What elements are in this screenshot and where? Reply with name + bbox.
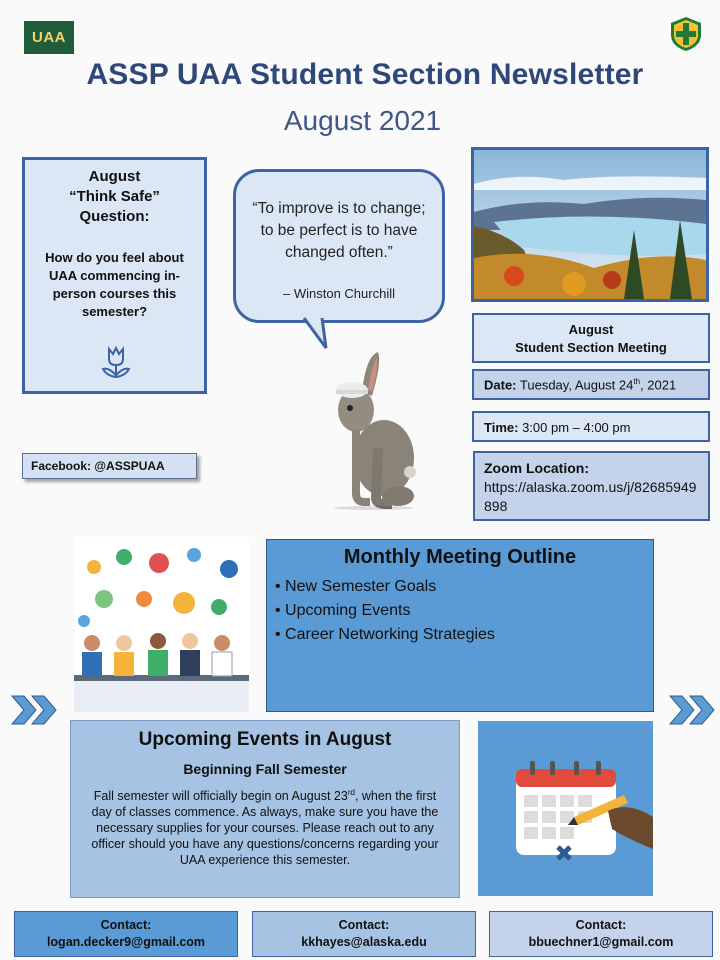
landscape-photo	[471, 147, 709, 302]
outline-item: • Upcoming Events	[275, 599, 645, 623]
question-heading-line2: “Think Safe”	[69, 188, 160, 205]
contact-label: Contact:	[575, 918, 627, 932]
upcoming-events-box	[70, 720, 460, 898]
question-body: How do you feel about UAA commencing in-person courses this semester?	[45, 250, 184, 319]
events-body	[83, 785, 447, 868]
zoom-link[interactable]: https://alaska.zoom.us/j/82685949898	[484, 479, 697, 514]
meeting-date	[472, 369, 710, 400]
question-heading	[31, 167, 198, 227]
question-heading-line1: August	[88, 168, 141, 185]
date-value: Tuesday, August 24	[519, 377, 634, 393]
contact-card	[14, 911, 238, 957]
outline-title: Monthly Meeting Outline	[343, 546, 577, 568]
events-body-part2: , when the first day of classes commence. As always, make sure you have the necessary supplies for your courses. Please reach out to any officer should you have any questions/concerns regarding your UAA experience this semester.	[91, 789, 439, 868]
date-suffix: th	[633, 377, 641, 386]
student-section-meeting-heading	[472, 313, 710, 363]
newsletter-title: ASSP UAA Student Section Newsletter	[86, 58, 644, 91]
outline-item: • Career Networking Strategies	[275, 623, 645, 647]
outline-list	[275, 575, 645, 647]
time-value: 3:00 pm – 4:00 pm	[522, 420, 631, 435]
meeting-heading-line2: Student Section Meeting	[515, 340, 667, 355]
assp-shield-logo	[668, 16, 704, 52]
contact-card	[489, 911, 713, 957]
calendar-illustration	[478, 721, 653, 896]
quote-text: “To improve is to change; to be perfect is to have changed often.”	[252, 200, 426, 261]
double-chevron-right-icon	[10, 694, 60, 726]
quote-speech-bubble	[233, 169, 445, 323]
quote-author: – Winston Churchill	[283, 286, 395, 301]
outline-item: • New Semester Goals	[275, 575, 645, 599]
speech-bubble-tail	[300, 316, 330, 350]
networking-people-illustration	[74, 537, 249, 712]
zoom-label: Zoom Location:	[484, 460, 589, 476]
events-subtitle: Beginning Fall Semester	[183, 761, 347, 777]
contact-email[interactable]: logan.decker9@gmail.com	[46, 935, 206, 949]
zoom-location	[473, 451, 710, 521]
newsletter-subtitle: August 2021	[283, 105, 442, 136]
meeting-heading-line1: August	[568, 322, 614, 337]
think-safe-question-box	[22, 157, 207, 394]
question-heading-line3: Question:	[79, 208, 150, 225]
contact-email[interactable]: bbuechner1@gmail.com	[528, 935, 674, 949]
events-body-sup: rd	[347, 788, 355, 797]
facebook-handle[interactable]: Facebook: @ASSPUAA	[22, 453, 197, 479]
date-label: Date:	[484, 377, 517, 393]
events-title: Upcoming Events in August	[138, 729, 392, 750]
double-chevron-right-icon	[668, 694, 718, 726]
contact-card	[252, 911, 476, 957]
tulip-icon	[99, 345, 133, 381]
meeting-time	[472, 411, 710, 442]
monthly-meeting-outline	[266, 539, 654, 712]
contact-email[interactable]: kkhayes@alaska.edu	[301, 935, 427, 949]
contact-label: Contact:	[338, 918, 390, 932]
rabbit-hardhat-illustration	[326, 348, 422, 510]
events-body-part1: Fall semester will officially begin on August 23	[93, 789, 348, 804]
time-label: Time:	[484, 420, 519, 435]
date-year: , 2021	[640, 377, 677, 393]
uaa-logo: UAA	[24, 21, 74, 54]
contact-label: Contact:	[100, 918, 152, 932]
